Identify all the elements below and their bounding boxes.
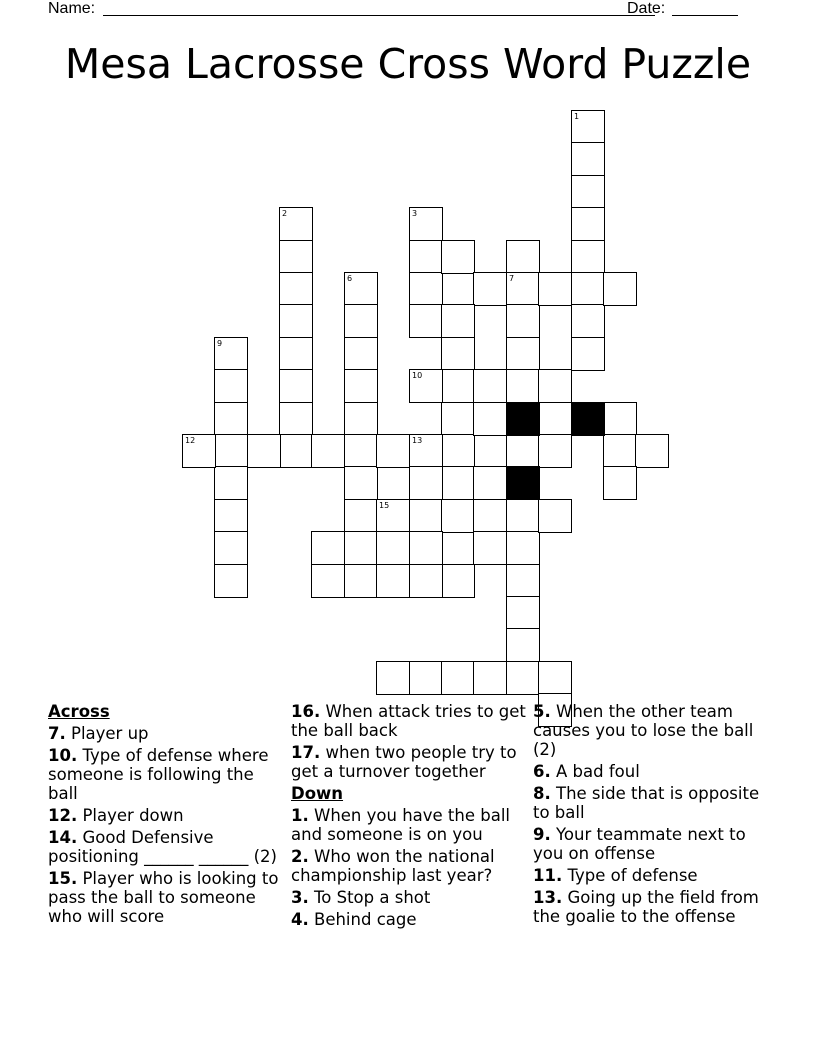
clue-down-9: 9. Your teammate next to you on offense bbox=[533, 825, 746, 863]
grid-cell[interactable] bbox=[473, 272, 507, 306]
clue-down-11: 11. Type of defense bbox=[533, 866, 698, 885]
grid-cell[interactable] bbox=[538, 499, 572, 533]
grid-cell[interactable] bbox=[409, 661, 443, 695]
grid-cell[interactable] bbox=[409, 240, 443, 274]
grid-cell[interactable] bbox=[376, 434, 410, 468]
grid-cell[interactable] bbox=[441, 240, 475, 274]
grid-cell[interactable] bbox=[279, 207, 313, 241]
clue-down-3: 3. To Stop a shot bbox=[291, 888, 431, 907]
grid-cell[interactable] bbox=[214, 531, 248, 565]
grid-cell[interactable] bbox=[506, 337, 540, 371]
grid-cell[interactable] bbox=[409, 531, 443, 565]
grid-cell[interactable] bbox=[279, 369, 313, 403]
grid-cell[interactable] bbox=[409, 207, 443, 241]
clue-down-2: 2. Who won the national championship last year? bbox=[291, 847, 495, 885]
grid-cell[interactable] bbox=[409, 564, 443, 598]
grid-cell[interactable] bbox=[603, 434, 637, 468]
grid-cell[interactable] bbox=[279, 304, 313, 338]
clue-across-16: 16. When attack tries to get the ball back bbox=[291, 702, 526, 740]
grid-cell[interactable] bbox=[344, 272, 378, 306]
grid-cell[interactable] bbox=[571, 142, 605, 176]
grid-cell[interactable] bbox=[571, 337, 605, 371]
date-label: Date: bbox=[627, 0, 666, 17]
grid-cell[interactable] bbox=[441, 369, 475, 403]
black-square bbox=[506, 402, 540, 436]
grid-cell[interactable] bbox=[344, 402, 378, 436]
grid-cell[interactable] bbox=[441, 499, 475, 533]
grid-cell[interactable] bbox=[409, 499, 443, 533]
grid-cell[interactable] bbox=[441, 304, 475, 338]
grid-cell[interactable] bbox=[441, 402, 475, 436]
clue-across-10: 10. Type of defense where someone is following the ball bbox=[48, 746, 269, 803]
grid-cell[interactable] bbox=[214, 434, 248, 468]
grid-cell[interactable] bbox=[409, 369, 443, 403]
grid-cell[interactable] bbox=[214, 369, 248, 403]
clue-across-14: 14. Good Defensive positioning ______ ______ (2) bbox=[48, 828, 277, 866]
grid-cell[interactable] bbox=[214, 499, 248, 533]
grid-cell[interactable] bbox=[279, 337, 313, 371]
grid-cell[interactable] bbox=[441, 466, 475, 500]
grid-cell[interactable] bbox=[603, 466, 637, 500]
grid-cell[interactable] bbox=[409, 272, 443, 306]
clue-across-7: 7. Player up bbox=[48, 724, 149, 743]
grid-cell[interactable] bbox=[506, 628, 540, 662]
grid-cell[interactable] bbox=[344, 466, 378, 500]
clue-number: 15 bbox=[379, 501, 390, 510]
grid-cell[interactable] bbox=[571, 304, 605, 338]
grid-cell[interactable] bbox=[571, 272, 605, 306]
grid-cell[interactable] bbox=[279, 240, 313, 274]
grid-cell[interactable] bbox=[279, 402, 313, 436]
grid-cell[interactable] bbox=[344, 369, 378, 403]
clue-down-4: 4. Behind cage bbox=[291, 910, 417, 929]
grid-cell[interactable] bbox=[473, 499, 507, 533]
grid-cell[interactable] bbox=[506, 596, 540, 630]
grid-cell[interactable] bbox=[376, 499, 410, 533]
grid-cell[interactable] bbox=[214, 337, 248, 371]
grid-cell[interactable] bbox=[506, 531, 540, 565]
grid-cell[interactable] bbox=[344, 499, 378, 533]
clue-number: 7 bbox=[509, 274, 515, 283]
grid-cell[interactable] bbox=[376, 531, 410, 565]
grid-cell[interactable] bbox=[571, 110, 605, 144]
grid-cell[interactable] bbox=[506, 661, 540, 695]
grid-cell[interactable] bbox=[344, 564, 378, 598]
black-square bbox=[506, 466, 540, 500]
down-heading: Down bbox=[291, 784, 344, 803]
grid-cell[interactable] bbox=[441, 564, 475, 598]
grid-cell[interactable] bbox=[441, 337, 475, 371]
grid-cell[interactable] bbox=[214, 564, 248, 598]
grid-cell[interactable] bbox=[311, 434, 345, 468]
grid-cell[interactable] bbox=[506, 272, 540, 306]
grid-cell[interactable] bbox=[441, 661, 475, 695]
clue-down-6: 6. A bad foul bbox=[533, 762, 640, 781]
black-square bbox=[571, 402, 605, 436]
grid-cell[interactable] bbox=[571, 175, 605, 209]
clues-column-2 bbox=[291, 702, 527, 932]
grid-cell[interactable] bbox=[571, 240, 605, 274]
clue-number: 13 bbox=[412, 436, 423, 445]
grid-cell[interactable] bbox=[409, 434, 443, 468]
grid-cell[interactable] bbox=[538, 434, 572, 468]
puzzle-title: Mesa Lacrosse Cross Word Puzzle bbox=[64, 40, 752, 88]
grid-cell[interactable] bbox=[376, 661, 410, 695]
grid-cell[interactable] bbox=[247, 434, 281, 468]
grid-cell[interactable] bbox=[311, 531, 345, 565]
grid-cell[interactable] bbox=[506, 564, 540, 598]
clue-number: 2 bbox=[282, 209, 288, 218]
clue-number: 6 bbox=[347, 274, 353, 283]
clue-across-17: 17. when two people try to get a turnover together bbox=[291, 743, 517, 781]
grid-cell[interactable] bbox=[473, 466, 507, 500]
grid-cell[interactable] bbox=[279, 272, 313, 306]
clue-number: 12 bbox=[185, 436, 196, 445]
clue-number: 10 bbox=[412, 371, 423, 380]
grid-cell[interactable] bbox=[214, 466, 248, 500]
grid-cell[interactable] bbox=[311, 564, 345, 598]
grid-cell[interactable] bbox=[473, 402, 507, 436]
grid-cell[interactable] bbox=[506, 304, 540, 338]
across-heading: Across bbox=[48, 702, 110, 721]
grid-cell[interactable] bbox=[376, 564, 410, 598]
grid-cell[interactable] bbox=[603, 272, 637, 306]
clue-down-13: 13. Going up the field from the goalie to the offense bbox=[533, 888, 759, 926]
grid-cell[interactable] bbox=[603, 402, 637, 436]
grid-cell[interactable] bbox=[506, 434, 540, 468]
grid-cell[interactable] bbox=[571, 207, 605, 241]
grid-cell[interactable] bbox=[506, 499, 540, 533]
clue-number: 1 bbox=[574, 112, 580, 121]
clue-across-12: 12. Player down bbox=[48, 806, 184, 825]
grid-cell[interactable] bbox=[506, 369, 540, 403]
grid-cell[interactable] bbox=[635, 434, 669, 468]
grid-cell[interactable] bbox=[344, 531, 378, 565]
grid-cell[interactable] bbox=[441, 531, 475, 565]
clue-number: 9 bbox=[217, 339, 223, 348]
clue-across-15: 15. Player who is looking to pass the ball to someone who will score bbox=[48, 869, 279, 926]
grid-cell[interactable] bbox=[538, 272, 572, 306]
grid-cell[interactable] bbox=[441, 434, 475, 468]
clue-down-8: 8. The side that is opposite to ball bbox=[533, 784, 760, 822]
grid-cell[interactable] bbox=[214, 402, 248, 436]
grid-cell[interactable] bbox=[473, 661, 507, 695]
clues-column-1 bbox=[48, 702, 284, 929]
clue-number: 3 bbox=[412, 209, 418, 218]
grid-cell[interactable] bbox=[344, 304, 378, 338]
grid-cell[interactable] bbox=[538, 402, 572, 436]
grid-cell[interactable] bbox=[538, 661, 572, 695]
grid-cell[interactable] bbox=[344, 337, 378, 371]
clue-down-1: 1. When you have the ball and someone is on you bbox=[291, 806, 510, 844]
grid-cell[interactable] bbox=[473, 531, 507, 565]
name-label: Name: bbox=[48, 0, 96, 17]
grid-cell[interactable] bbox=[409, 466, 443, 500]
grid-cell[interactable] bbox=[506, 240, 540, 274]
grid-cell[interactable] bbox=[538, 369, 572, 403]
grid-cell[interactable] bbox=[279, 434, 313, 468]
grid-cell[interactable] bbox=[409, 304, 443, 338]
grid-cell[interactable] bbox=[473, 369, 507, 403]
clue-down-5: 5. When the other team causes you to lose the ball (2) bbox=[533, 702, 754, 759]
grid-cell[interactable] bbox=[344, 434, 378, 468]
grid-cell[interactable] bbox=[182, 434, 216, 468]
clues-column-3 bbox=[533, 702, 769, 929]
